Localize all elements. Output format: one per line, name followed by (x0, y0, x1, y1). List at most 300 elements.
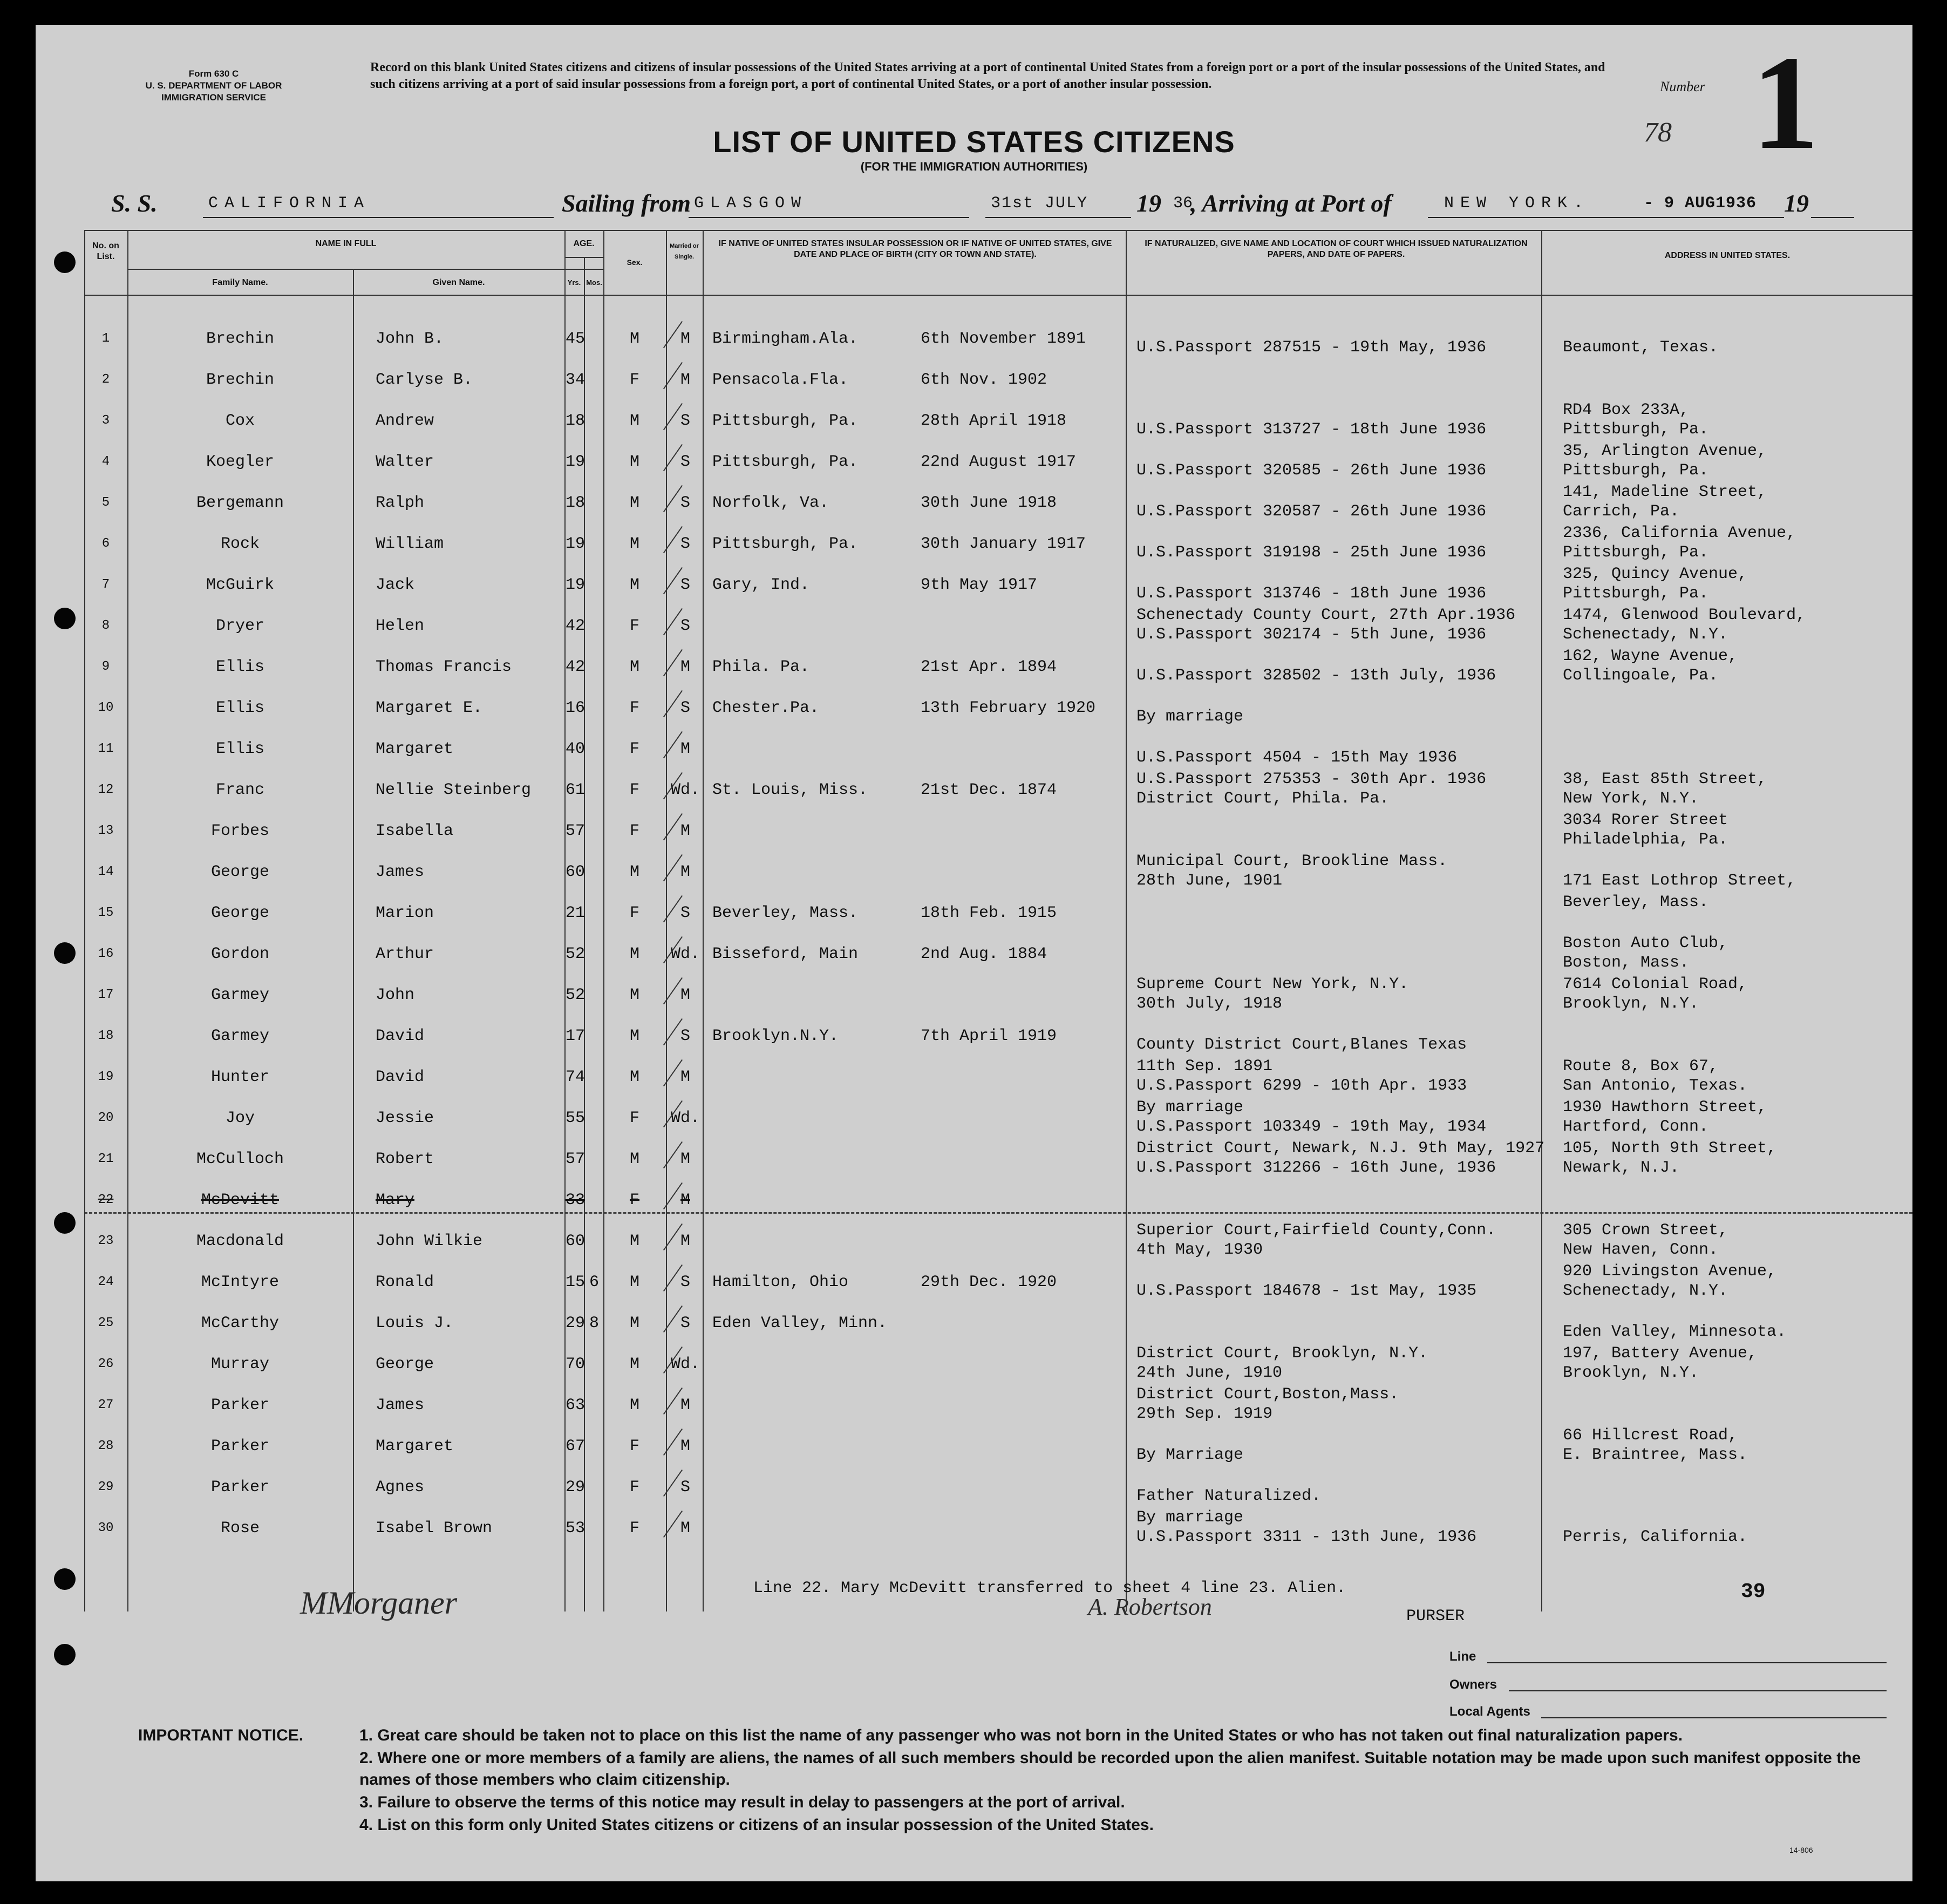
department: U. S. DEPARTMENT OF LABOR (145, 80, 282, 91)
cell-no: 11 (98, 742, 114, 756)
cell-given: Ronald (376, 1273, 434, 1291)
cell-nat2: U.S.Passport 312266 - 16th June, 1936 (1136, 1159, 1496, 1177)
cell-nat2: 4th May, 1930 (1136, 1241, 1263, 1259)
col-given-name: Given Name. (432, 278, 485, 287)
purser-signature: A. Robertson (1088, 1594, 1212, 1620)
cell-ms: M (680, 371, 690, 389)
cell-mos: 8 (589, 1314, 599, 1332)
cell-yrs: 57 (566, 822, 586, 840)
cell-nat1: District Court, Brooklyn, N.Y. (1136, 1344, 1428, 1363)
cell-addr1: 197, Battery Avenue, (1563, 1344, 1758, 1363)
handwritten-signature: MMorganer (300, 1585, 458, 1621)
col-mos: Mos. (586, 278, 602, 287)
manifest-sheet (36, 25, 1912, 1881)
cell-addr1: RD4 Box 233A, (1563, 401, 1690, 419)
cell-birth-date: 13th February 1920 (921, 699, 1096, 717)
cell-addr2: Schenectady, N.Y. (1563, 1282, 1728, 1300)
cell-mos: 6 (589, 1273, 599, 1291)
cell-yrs: 33 (566, 1191, 586, 1209)
cell-nat2: U.S.Passport 320587 - 26th June 1936 (1136, 502, 1487, 521)
cell-nat2: By Marriage (1136, 1446, 1244, 1464)
cell-yrs: 40 (566, 740, 586, 758)
table-row (36, 1057, 1912, 1097)
cell-yrs: 19 (566, 535, 586, 553)
table-row (36, 1303, 1912, 1343)
cell-addr1: 38, East 85th Street, (1563, 770, 1767, 788)
cell-addr2: Philadelphia, Pa. (1563, 831, 1728, 849)
ship-name: CALIFORNIA (208, 194, 371, 213)
cell-nat1: District Court, Newark, N.J. 9th May, 1927 (1136, 1139, 1545, 1158)
cell-ms: M (680, 1396, 690, 1415)
cell-ms: S (680, 535, 690, 553)
cell-sex: M (629, 494, 639, 512)
cell-addr2: Hartford, Conn. (1563, 1118, 1709, 1136)
cell-yrs: 42 (566, 617, 586, 635)
cell-no: 25 (98, 1316, 114, 1330)
cell-sex: F (629, 904, 639, 922)
cell-ms: M (680, 986, 690, 1004)
cell-given: John B. (376, 330, 444, 348)
cell-family: Brechin (206, 371, 275, 389)
cell-ms: M (680, 822, 690, 840)
cell-sex: M (629, 1027, 639, 1045)
cell-birth-place: St. Louis, Miss. (712, 781, 868, 799)
table-row (36, 1016, 1912, 1056)
purser-label: PURSER (1406, 1607, 1465, 1626)
cell-addr1: 35, Arlington Avenue, (1563, 442, 1767, 460)
cell-nat2: U.S.Passport 6299 - 10th Apr. 1933 (1136, 1077, 1467, 1095)
cell-given: Mary (376, 1191, 415, 1209)
table-row (36, 565, 1912, 604)
cell-birth-date: 6th November 1891 (921, 330, 1086, 348)
cell-given: Nellie Steinberg (376, 781, 532, 799)
cell-addr2: Newark, N.J. (1563, 1159, 1680, 1177)
cell-ms: M (680, 330, 690, 348)
punch-hole (54, 251, 76, 273)
cell-addr2: New Haven, Conn. (1563, 1241, 1719, 1259)
cell-addr2: Brooklyn, N.Y. (1563, 995, 1699, 1013)
col-family-name: Family Name. (212, 278, 268, 287)
cell-nat1: District Court,Boston,Mass. (1136, 1385, 1399, 1404)
cell-nat2: By marriage (1136, 708, 1244, 726)
line22-note: Line 22. Mary McDevitt transferred to sheet 4 line 23. Alien. (753, 1579, 1346, 1597)
cell-addr2: Pittsburgh, Pa. (1563, 543, 1709, 562)
cell-family: Parker (210, 1437, 270, 1456)
cell-addr1: 3034 Rorer Street (1563, 811, 1728, 829)
cell-family: Joy (225, 1109, 255, 1127)
cell-given: James (376, 1396, 425, 1415)
col-address: ADDRESS IN UNITED STATES. (1664, 251, 1791, 260)
sailing-line (36, 187, 1912, 225)
cell-no: 26 (98, 1357, 114, 1371)
cell-yrs: 34 (566, 371, 586, 389)
cell-sex: M (629, 1396, 639, 1415)
table-row (36, 1385, 1912, 1425)
cell-addr2: Pittsburgh, Pa. (1563, 584, 1709, 603)
cell-birth-date: 22nd August 1917 (921, 453, 1077, 471)
cell-nat2: U.S.Passport 184678 - 1st May, 1935 (1136, 1282, 1477, 1300)
cell-sex: M (629, 863, 639, 881)
cell-birth-date: 21st Dec. 1874 (921, 781, 1057, 799)
cell-nat2: 24th June, 1910 (1136, 1364, 1283, 1382)
cell-nat2: U.S.Passport 287515 - 19th May, 1936 (1136, 338, 1487, 357)
punch-hole (54, 1568, 76, 1590)
cell-ms: Wd. (670, 1109, 700, 1127)
cell-sex: F (629, 1191, 639, 1209)
cell-addr2: Schenectady, N.Y. (1563, 625, 1728, 644)
cell-ms: Wd. (670, 1355, 700, 1373)
table-row (36, 318, 1912, 358)
cell-no: 10 (98, 701, 114, 715)
cell-yrs: 19 (566, 576, 586, 594)
cell-family: Garmey (210, 986, 270, 1004)
punch-hole (54, 1644, 76, 1665)
cell-addr2: New York, N.Y. (1563, 790, 1699, 808)
cell-no: 21 (98, 1152, 114, 1166)
cell-family: Koegler (206, 453, 275, 471)
notice-heading: IMPORTANT NOTICE. (138, 1726, 304, 1744)
cell-given: Ralph (376, 494, 425, 512)
cell-addr2: Brooklyn, N.Y. (1563, 1364, 1699, 1382)
cell-nat1: Schenectady County Court, 27th Apr.1936 (1136, 606, 1516, 624)
col-yrs: Yrs. (567, 278, 581, 287)
cell-no: 2 (101, 372, 110, 387)
cell-sex: F (629, 1519, 639, 1538)
cell-ms: S (680, 1273, 690, 1291)
cell-no: 27 (98, 1398, 114, 1412)
cell-birth-place: Pittsburgh, Pa. (712, 453, 859, 471)
cell-ms: M (680, 1191, 690, 1209)
col-sex: Sex. (627, 258, 643, 267)
cell-given: Thomas Francis (376, 658, 512, 676)
cell-birth-place: Bisseford, Main (712, 945, 859, 963)
cell-birth-place: Phila. Pa. (712, 658, 810, 676)
cell-sex: F (629, 699, 639, 717)
cell-family: McCulloch (196, 1150, 284, 1168)
cell-ms: M (680, 1232, 690, 1250)
cell-ms: M (680, 658, 690, 676)
cell-no: 6 (101, 536, 110, 551)
table-row (36, 1180, 1912, 1220)
table-row (36, 852, 1912, 892)
cell-addr1: 325, Quincy Avenue, (1563, 565, 1748, 583)
cell-sex: M (629, 1273, 639, 1291)
cell-sex: M (629, 412, 639, 430)
notice-item-2: 2. Where one or more members of a family are aliens, the names of all such members should be recorded upon the alien manifest. Suitable notation may be made upon such manifest opposite the names of those members who claim citizenship. (359, 1749, 1861, 1789)
arrival-port: NEW YORK. (1444, 194, 1590, 213)
cell-ms: S (680, 1027, 690, 1045)
form-code: 14-806 (1789, 1846, 1813, 1854)
cell-nat2: Father Naturalized. (1136, 1487, 1322, 1505)
cell-birth-place: Eden Valley, Minn. (712, 1314, 888, 1332)
cell-given: John Wilkie (376, 1232, 483, 1250)
cell-yrs: 63 (566, 1396, 586, 1415)
cell-no: 29 (98, 1480, 114, 1494)
cell-addr1: Beverley, Mass. (1563, 893, 1709, 912)
table-row (36, 975, 1912, 1015)
cell-ms: M (680, 1068, 690, 1086)
cell-no: 4 (101, 454, 110, 469)
col-naturalized: IF NATURALIZED, GIVE NAME AND LOCATION OF COURT WHICH ISSUED NATURALIZATION PAPERS, AND DATE OF PAPERS. (1145, 239, 1528, 259)
cell-family: McCarthy (201, 1314, 280, 1332)
cell-given: Isabel Brown (376, 1519, 493, 1538)
cell-addr1: 141, Madeline Street, (1563, 483, 1767, 501)
cell-no: 30 (98, 1521, 114, 1535)
cell-nat1: By marriage (1136, 1098, 1244, 1117)
cell-no: 20 (98, 1111, 114, 1125)
cell-given: George (376, 1355, 434, 1373)
cell-addr2: Pittsburgh, Pa. (1563, 461, 1709, 480)
cell-ms: S (680, 1478, 690, 1497)
cell-no: 19 (98, 1070, 114, 1084)
cell-family: Parker (210, 1478, 270, 1497)
arriving-label: , Arriving at Port of (1190, 189, 1392, 217)
cell-family: McGuirk (206, 576, 275, 594)
cell-nat1: By marriage (1136, 1508, 1244, 1527)
cell-no: 22 (98, 1193, 114, 1207)
cell-no: 17 (98, 988, 114, 1002)
table-row (36, 1508, 1912, 1548)
year-suffix: 36 (1173, 194, 1193, 213)
service: IMMIGRATION SERVICE (161, 92, 266, 103)
cell-family: Murray (210, 1355, 270, 1373)
cell-given: Margaret (376, 740, 454, 758)
departure-date: 31st JULY (991, 194, 1088, 213)
table-row (36, 606, 1912, 645)
table-row (36, 1262, 1912, 1302)
owners-label: Owners (1449, 1677, 1497, 1692)
cell-birth-date: 30th January 1917 (921, 535, 1086, 553)
cell-sex: M (629, 330, 639, 348)
cell-given: David (376, 1068, 425, 1086)
table-row (36, 1098, 1912, 1138)
table-row (36, 688, 1912, 727)
cell-ms: Wd. (670, 781, 700, 799)
cell-no: 24 (98, 1275, 114, 1289)
cell-sex: F (629, 371, 639, 389)
cell-no: 28 (98, 1439, 114, 1453)
cell-yrs: 16 (566, 699, 586, 717)
cell-addr1: 1930 Hawthorn Street, (1563, 1098, 1767, 1117)
notice-item-4: 4. List on this form only United States citizens or citizens of an insular possession of the United States. (359, 1816, 1154, 1834)
cell-addr2: San Antonio, Texas. (1563, 1077, 1748, 1095)
arrival-date: - 9 AUG1936 (1644, 194, 1757, 213)
table-row (36, 482, 1912, 522)
cell-family: Macdonald (196, 1232, 284, 1250)
cell-addr1: 105, North 9th Street, (1563, 1139, 1777, 1158)
cell-no: 15 (98, 906, 114, 920)
col-name-in-full: NAME IN FULL (315, 239, 377, 248)
cell-birth-date: 7th April 1919 (921, 1027, 1057, 1045)
cell-birth-place: Chester.Pa. (712, 699, 820, 717)
cell-ms: S (680, 576, 690, 594)
cell-nat1: 11th Sep. 1891 (1136, 1057, 1273, 1076)
cell-sex: F (629, 822, 639, 840)
cell-birth-date: 30th June 1918 (921, 494, 1057, 512)
cell-no: 16 (98, 947, 114, 961)
cell-birth-place: Pensacola.Fla. (712, 371, 849, 389)
table-row (36, 770, 1912, 810)
cell-birth-date: 18th Feb. 1915 (921, 904, 1057, 922)
cell-no: 9 (101, 659, 110, 674)
cell-nat2: U.S.Passport 313727 - 18th June 1936 (1136, 420, 1487, 439)
cell-yrs: 67 (566, 1437, 586, 1456)
cell-addr2: Perris, California. (1563, 1528, 1748, 1546)
cell-addr2: Carrich, Pa. (1563, 502, 1680, 521)
cell-given: Helen (376, 617, 425, 635)
cell-given: Carlyse B. (376, 371, 473, 389)
cell-given: John (376, 986, 415, 1004)
ss-label: S. S. (111, 189, 158, 217)
col-married-single: Married or Single. (670, 243, 699, 260)
agents-label: Local Agents (1449, 1704, 1530, 1719)
table-row (36, 1344, 1912, 1384)
cell-addr1: 1474, Glenwood Boulevard, (1563, 606, 1806, 624)
cell-nat2: U.S.Passport 320585 - 26th June 1936 (1136, 461, 1487, 480)
cell-yrs: 60 (566, 1232, 586, 1250)
cell-birth-place: Pittsburgh, Pa. (712, 535, 859, 553)
cell-nat2: District Court, Phila. Pa. (1136, 790, 1390, 808)
notice-item-3: 3. Failure to observe the terms of this notice may result in delay to passengers at the port of arrival. (359, 1793, 1125, 1811)
cell-sex: M (629, 1314, 639, 1332)
cell-sex: F (629, 617, 639, 635)
form-id (100, 68, 327, 104)
cell-family: Cox (225, 412, 255, 430)
table-row (36, 1221, 1912, 1261)
cell-sex: F (629, 1109, 639, 1127)
cell-no: 8 (101, 618, 110, 633)
cell-family: Brechin (206, 330, 275, 348)
cell-nat2: U.S.Passport 319198 - 25th June 1936 (1136, 543, 1487, 562)
cell-ms: M (680, 1437, 690, 1456)
form-number: Form 630 C (188, 69, 239, 79)
cell-sex: F (629, 1437, 639, 1456)
col-birth: IF NATIVE OF UNITED STATES INSULAR POSSESSION OR IF NATIVE OF UNITED STATES, GIVE DATE AND PLACE OF BIRTH (CITY OR TOWN AND STATE). (718, 239, 1112, 259)
table-row (36, 523, 1912, 563)
cell-family: Forbes (210, 822, 270, 840)
cell-nat2: U.S.Passport 313746 - 18th June 1936 (1136, 584, 1487, 603)
cell-birth-place: Birmingham.Ala. (712, 330, 859, 348)
cell-addr1: 2336, California Avenue, (1563, 524, 1796, 542)
cell-family: Parker (210, 1396, 270, 1415)
cell-sex: M (629, 453, 639, 471)
cell-family: McIntyre (201, 1273, 280, 1291)
cell-family: Dryer (215, 617, 264, 635)
cell-family: Rose (220, 1519, 260, 1538)
cell-yrs: 52 (566, 945, 586, 963)
col-no: No. on List. (92, 241, 119, 261)
cell-family: Hunter (210, 1068, 270, 1086)
cell-yrs: 74 (566, 1068, 586, 1086)
cell-ms: Wd. (670, 945, 700, 963)
cell-yrs: 55 (566, 1109, 586, 1127)
cell-nat1: Superior Court,Fairfield County,Conn. (1136, 1221, 1496, 1240)
cell-family: Ellis (215, 699, 264, 717)
cell-addr1: 305 Crown Street, (1563, 1221, 1728, 1240)
cell-ms: S (680, 453, 690, 471)
cell-birth-date: 28th April 1918 (921, 412, 1067, 430)
cell-ms: M (680, 863, 690, 881)
cell-addr2: Pittsburgh, Pa. (1563, 420, 1709, 439)
cell-birth-place: Brooklyn.N.Y. (712, 1027, 839, 1045)
col-age: AGE. (573, 239, 595, 248)
cell-nat2: 30th July, 1918 (1136, 995, 1283, 1013)
cell-sex: M (629, 1232, 639, 1250)
cell-given: Jessie (376, 1109, 434, 1127)
cell-yrs: 15 (566, 1273, 586, 1291)
cell-ms: S (680, 494, 690, 512)
cell-ms: M (680, 1519, 690, 1538)
cell-nat2: 28th June, 1901 (1136, 872, 1283, 890)
cell-family: Franc (215, 781, 264, 799)
cell-sex: M (629, 945, 639, 963)
cell-birth-date: 29th Dec. 1920 (921, 1273, 1057, 1291)
year-prefix-2: 19 (1784, 189, 1809, 217)
cell-given: Jack (376, 576, 415, 594)
cell-addr1: 162, Wayne Avenue, (1563, 647, 1738, 665)
cell-addr1: 920 Livingston Avenue, (1563, 1262, 1777, 1281)
sheet-number: 1 (1752, 28, 1819, 178)
cell-given: Agnes (376, 1478, 425, 1497)
table-row (36, 1467, 1912, 1507)
cell-family: Ellis (215, 658, 264, 676)
cell-nat2: U.S.Passport 103349 - 19th May, 1934 (1136, 1118, 1487, 1136)
table-row (36, 1139, 1912, 1179)
cell-nat1: U.S.Passport 275353 - 30th Apr. 1936 (1136, 770, 1487, 788)
cell-yrs: 18 (566, 412, 586, 430)
cell-addr2: E. Braintree, Mass. (1563, 1446, 1748, 1464)
cell-birth-place: Norfolk, Va. (712, 494, 829, 512)
cell-addr1: Route 8, Box 67, (1563, 1057, 1719, 1076)
cell-no: 23 (98, 1234, 114, 1248)
cell-ms: S (680, 699, 690, 717)
cell-family: George (210, 863, 270, 881)
cell-yrs: 52 (566, 986, 586, 1004)
cell-yrs: 42 (566, 658, 586, 676)
cell-family: George (210, 904, 270, 922)
cell-yrs: 29 (566, 1314, 586, 1332)
cell-no: 13 (98, 824, 114, 838)
cell-addr1: 7614 Colonial Road, (1563, 975, 1748, 994)
table-row (36, 400, 1912, 440)
cell-no: 14 (98, 865, 114, 879)
cell-family: Rock (220, 535, 260, 553)
cell-yrs: 29 (566, 1478, 586, 1497)
departure-port: GLASGOW (694, 194, 808, 213)
cell-sex: F (629, 740, 639, 758)
table-row (36, 441, 1912, 481)
cell-sex: M (629, 1355, 639, 1373)
cell-addr2: Boston, Mass. (1563, 954, 1690, 972)
cell-sex: F (629, 1478, 639, 1497)
cell-yrs: 21 (566, 904, 586, 922)
table-row (36, 893, 1912, 933)
cell-birth-place: Pittsburgh, Pa. (712, 412, 859, 430)
cell-no: 18 (98, 1029, 114, 1043)
cell-no: 3 (101, 413, 110, 428)
cell-yrs: 45 (566, 330, 586, 348)
cell-sex: M (629, 1068, 639, 1086)
cell-family: McDevitt (201, 1191, 280, 1209)
cell-given: Margaret (376, 1437, 454, 1456)
table-row (36, 934, 1912, 974)
cell-nat2: County District Court,Blanes Texas (1136, 1036, 1467, 1054)
cell-yrs: 60 (566, 863, 586, 881)
cell-birth-date: 6th Nov. 1902 (921, 371, 1047, 389)
cell-yrs: 18 (566, 494, 586, 512)
year-prefix: 19 (1136, 189, 1161, 217)
sailing-label: Sailing from (562, 189, 691, 217)
